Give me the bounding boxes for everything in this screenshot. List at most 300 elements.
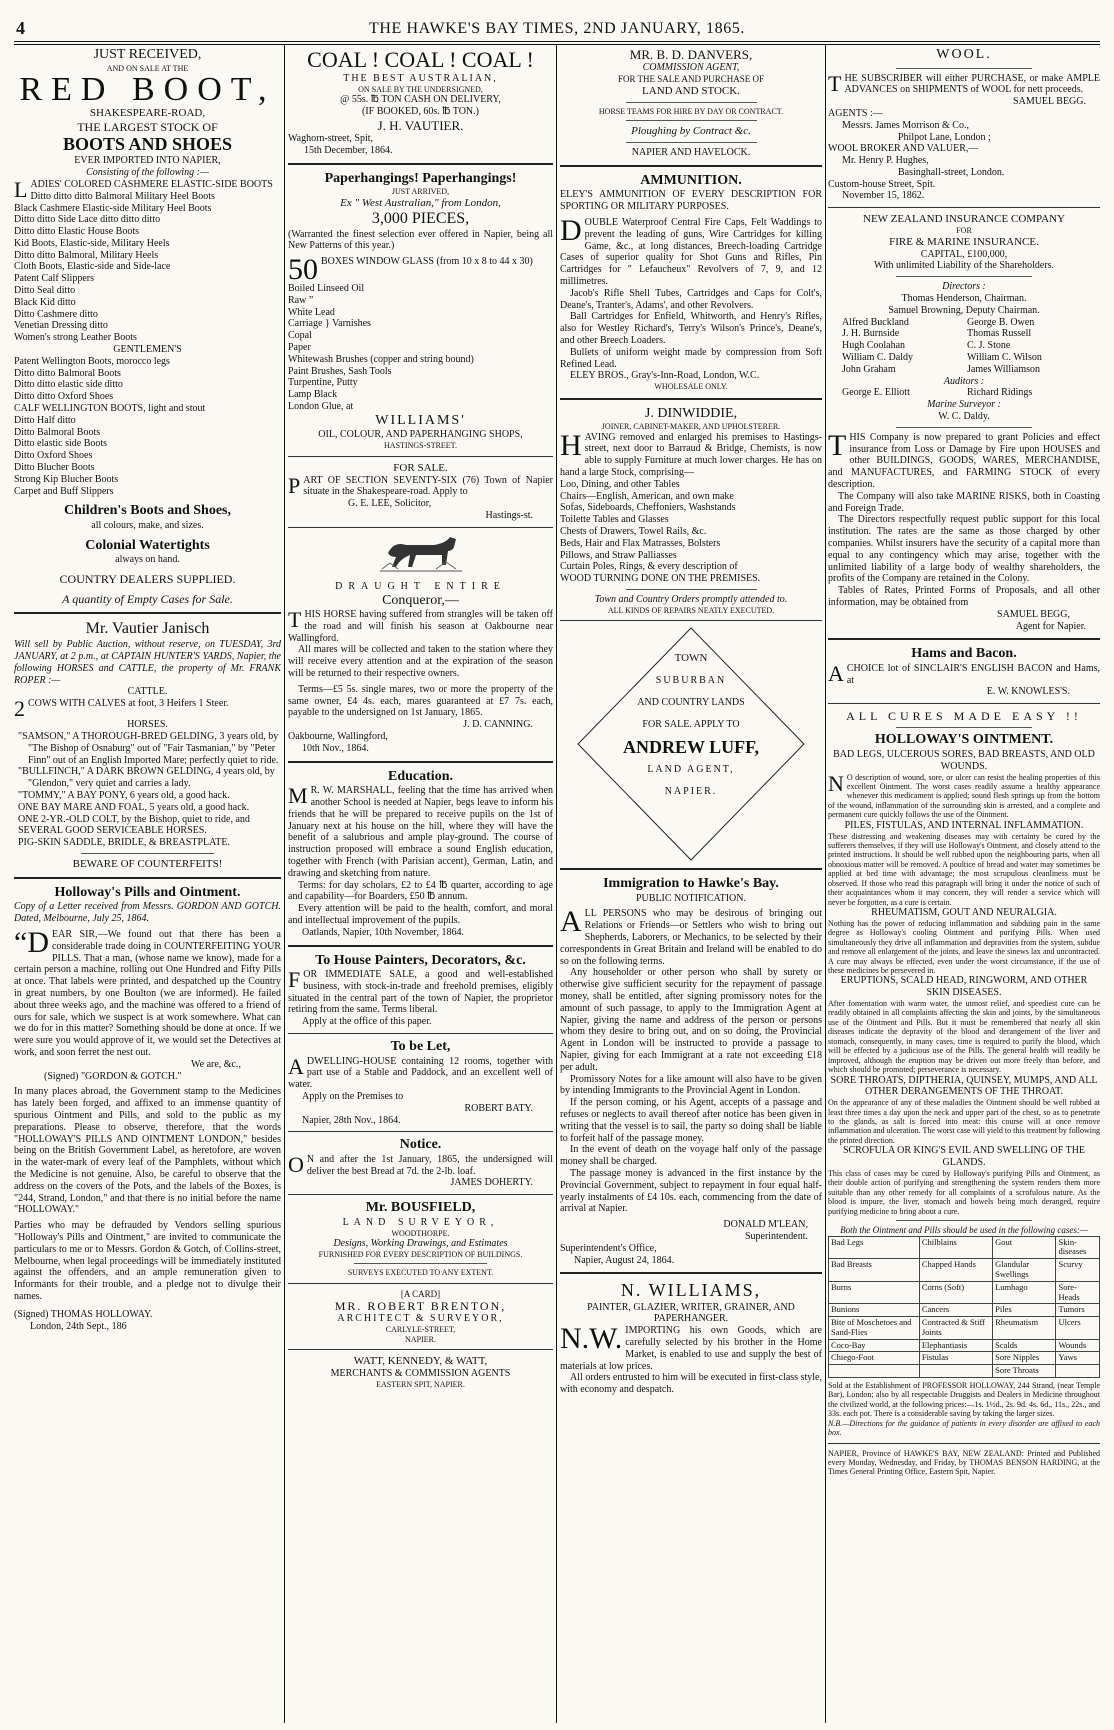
list-item: Ditto Blucher Boots <box>14 462 95 474</box>
ad-text: Tables of Rates, Printed Forms of Proposals, and all other information, may be obtained from <box>828 585 1100 608</box>
list-item: Richard Ridings <box>967 387 1033 399</box>
table-cell: Tumors <box>1056 1304 1100 1317</box>
ad-text: The Company will also take MARINE RISKS, both in Coasting and Foreign Trade. <box>828 490 1100 514</box>
printer-imprint: NAPIER, Province of HAWKE'S BAY, NEW ZEALAND: Printed and Published every Monday, Wednesday, and Friday, by THOMAS BENSON HARDING, at the Times General Printing Office, Eastern Spit, Napier. <box>828 1448 1100 1477</box>
ad-text: NAPIER AND HAVELOCK. <box>631 147 751 159</box>
list-item: Paint Brushes, Sash Tools <box>288 365 392 377</box>
ad-heading: J. DINWIDDIE, <box>644 405 738 421</box>
list-item: Boiled Linseed Oil <box>288 283 365 295</box>
ad-text: M R. W. MARSHALL, feeling that the time has arrived when another School is needed at Napier, begs leave to inform his friends that he will be prepared to receive pupils on the 1st of January next at his house on the hill, where they will have the benefit of a salubrious and ample play-ground. The course of instruction proposed will embrace a sound English education, together with French (with Parisian accent), German, Latin, and drawing and sketching from nature. <box>288 783 553 879</box>
page-header <box>14 18 1100 40</box>
ad-text: N.B.—Directions for the guidance of patients in every disorder are affixed to each box. <box>828 1418 1100 1438</box>
list-item: Ditto ditto elastic side ditto <box>14 379 123 391</box>
ad-text: WOODTHORPE. <box>391 1228 450 1238</box>
ad-heading: MR. ROBERT BRENTON, <box>334 1299 507 1314</box>
ad-heading: To be Let, <box>390 1039 451 1055</box>
list-item: PIG-SKIN SADDLE, BRIDLE, & BREASTPLATE. <box>18 837 230 849</box>
ad-text: Designs, Working Drawings, and Estimates <box>333 1237 508 1249</box>
ad-heading: NEW ZEALAND INSURANCE COMPANY <box>863 213 1065 226</box>
table-row <box>829 1304 1100 1317</box>
table-cell: Chiego-Foot <box>829 1352 920 1365</box>
ad-text: ELEY'S AMMUNITION OF EVERY DESCRIPTION FOR SPORTING OR MILITARY PURPOSES. <box>560 189 822 213</box>
signature: DONALD M'LEAN, <box>723 1219 808 1231</box>
ad-text: All orders entrusted to him will be executed in first-class style, with economy and despatch. <box>560 1372 822 1396</box>
ad-heading: Colonial Watertights <box>85 537 210 553</box>
list-item: Loo, Dining, and other Tables <box>560 478 680 490</box>
ad-text: CAPITAL, £100,000, <box>920 248 1008 260</box>
ad-text: HORSE TEAMS FOR HIRE BY DAY OR CONTRACT. <box>598 106 784 116</box>
ad-text: Hastings-st. <box>485 509 533 521</box>
list-item: Copal <box>288 330 312 342</box>
ad-subheading: AND ON SALE AT THE <box>106 63 189 73</box>
column-1 <box>14 47 281 1722</box>
section-label: PILES, FISTULAS, AND INTERNAL INFLAMMATION. <box>844 819 1084 831</box>
ad-text: Any householder or other person who shall by surety or otherwise give sufficient security for the repayment of passage money, shall be entitled, after signing promissory notes for the amount of such passage, to apply to the Immigration Agent at Napier, giving the name and address of the person or persons whom they desire to bring out, and on so doing, the Provincial Agent in London will be instructed to provide a passage to Napier, giving for each Immigrant at a rate not exceeding £18 per adult. <box>560 967 822 1073</box>
ad-text: AGENTS :— <box>828 107 883 119</box>
column-divider <box>284 45 285 1723</box>
ad-text: ON SALE BY THE UNDERSIGNED, <box>358 84 483 94</box>
ad-ammunition <box>560 173 822 392</box>
ad-text: ALL KINDS OF REPAIRS NEATLY EXECUTED. <box>607 605 775 615</box>
ad-text: THIS HORSE having suffered from strangles will be taken off the road and will finish his season at Oakbourne near Wallingford. <box>288 607 553 644</box>
table-row <box>829 1339 1100 1352</box>
signature: J. D. CANNING. <box>463 719 533 731</box>
section-label: RHEUMATISM, GOUT AND NEURALGIA. <box>871 907 1057 919</box>
ad-text: THE BEST AUSTRALIAN, <box>343 72 498 84</box>
section-label: SCROFULA OR KING'S EVIL AND SWELLING OF THE GLANDS. <box>842 1145 1086 1169</box>
header-rule-2 <box>14 44 1100 45</box>
list-item: ONE 2-YR.-OLD COLT, by the Bishop, quiet to ride, and <box>18 813 250 825</box>
table-cell: Bad Legs <box>829 1236 920 1259</box>
section-label: ERUPTIONS, SCALD HEAD, RINGWORM, AND OTHER SKIN DISEASES. <box>840 975 1088 999</box>
ad-notice-bread <box>288 1137 553 1189</box>
ad-text: These distressing and weakening diseases may with certainty be cured by the sufferers themselves, if they will use Holloway's Ointment, and closely attend to the printed instructions. It should be well rubbed upon the neighbouring parts, when all obnoxious matter will be removed. A poultice of bread and water may sometimes be applied at bed time with advantage; the most scrupulous cleanliness must be observed. If those who read this paragraph will bring it under the notice of such of their acquaintances whom it may concern, they will render a service which will never be forgotten, as a cure is certain. <box>828 831 1100 907</box>
ad-heading: ANDREW LUFF, <box>622 736 760 757</box>
ad-text: Samuel Browning, Deputy Chairman. <box>888 304 1040 316</box>
ad-to-be-let <box>288 1039 553 1126</box>
ad-dinwiddie <box>560 406 822 616</box>
column-2 <box>288 47 553 1722</box>
ad-text: HASTINGS-STREET. <box>384 441 457 451</box>
ad-text: LAND SURVEYOR, <box>342 1216 499 1228</box>
list-item: Chairs—English, American, and own make <box>560 490 734 502</box>
list-item: CALF WELLINGTON BOOTS, light and stout <box>14 403 206 415</box>
directors-list <box>828 317 1100 376</box>
ad-text: The passage money is advanced in the first instance by the Provincial Government, subject to repayment in four equal half-yearly instalments of £4 10s. each, commencing from the date of arrival at Napier. <box>560 1168 822 1215</box>
list-item: William C. Daldy <box>842 352 913 364</box>
table-cell <box>1056 1365 1100 1378</box>
section-label: CATTLE. <box>127 686 168 698</box>
ad-text: BEWARE OF COUNTERFEITS! <box>72 857 223 870</box>
section-label: GENTLEMEN'S <box>113 344 182 356</box>
shop-name: RED BOOT, <box>19 70 276 108</box>
ad-text: G. E. LEE, Solicitor, <box>348 498 432 510</box>
ad-conqueror <box>288 533 553 755</box>
ad-text: ALL CURES MADE EASY !! <box>846 709 1082 724</box>
ad-text: London, 24th Sept., 186 <box>30 1320 127 1332</box>
list-item: White Lead <box>288 306 335 318</box>
list-item: Ditto ditto Oxford Shoes <box>14 391 114 403</box>
table-cell: Lumbago <box>993 1281 1056 1304</box>
ad-text: Sold at the Establishment of PROFESSOR HOLLOWAY, 244 Strand, (near Temple Bar), London; also by all respectable Druggists and Dealers in Medicine throughout the civilized world, at the following prices:—1s. 1½d., 2s. 9d. 4s. 6d., 11s., 22s., and 33s. each pot. There is a considerable saving by taking the larger sizes. <box>828 1380 1100 1419</box>
ad-heading: HOLLOWAY'S OINTMENT. <box>874 732 1054 748</box>
table-cell: Cancers <box>919 1304 992 1317</box>
ad-heading: Holloway's Pills and Ointment. <box>54 884 241 900</box>
list-item: "BULLFINCH," A DARK BROWN GELDING, 4 years old, by "Glendon," very quiet and carries a lady. <box>18 766 275 790</box>
list-item: Ditto ditto Balmoral, Military Heels <box>14 249 159 261</box>
ad-text: ELEY BROS., Gray's-Inn-Road, London, W.C. <box>570 370 760 382</box>
list-item: Ditto Seal ditto <box>14 285 76 297</box>
ad-text: Superintendent. <box>744 1230 808 1242</box>
list-item: Ditto Oxford Shoes <box>14 450 93 462</box>
signature: SAMUEL BEGG. <box>1013 96 1086 108</box>
ad-text: MERCHANTS & COMMISSION AGENTS <box>330 1368 511 1380</box>
column-divider <box>556 45 557 1723</box>
ad-text: THE SUBSCRIBER will either PURCHASE, or make AMPLE ADVANCES on SHIPMENTS of WOOL for nett proceeds. <box>828 70 1100 96</box>
list-item: Ditto elastic side Boots <box>14 438 108 450</box>
table-cell: Bad Breasts <box>829 1259 920 1282</box>
ad-text: Oatlands, Napier, 10th November, 1864. <box>302 926 464 938</box>
list-item: Chests of Drawers, Towel Rails, &c. <box>560 525 707 537</box>
ad-heading: Mr. BOUSFIELD, <box>365 1200 476 1216</box>
ad-text: AND COUNTRY LANDS <box>637 696 745 708</box>
table-cell: Sore-Heads <box>1056 1281 1100 1304</box>
ad-heading: To House Painters, Decorators, &c. <box>315 952 526 968</box>
ailments-table <box>828 1236 1100 1378</box>
ad-text: On the appearance of any of these maladies the Ointment should be well rubbed at least three times a day upon the neck and upper part of the chest, so as to penetrate to the glands, as salt is forced into meat: this course will at once remove inflammation and ulceration. The worst case will yield to this treatment by following the printed direction. <box>828 1098 1100 1145</box>
ad-text: LAND AGENT, <box>647 763 735 775</box>
ad-text: Bullets of uniform weight made by compression from Soft Refined Lead. <box>560 346 822 370</box>
ad-heading: Notice. <box>399 1137 442 1153</box>
ad-text: Will sell by Public Auction, without reserve, on TUESDAY, 3rd JANUARY, at 2 p.m., at CAPTAIN HUNTER'S YARDS, Napier, the following HORSES and CATTLE, the property of Mr. FRANK ROPER :— <box>14 639 281 686</box>
ad-text: Copy of a Letter received from Messrs. GORDON AND GOTCH. Dated, Melbourne, July 25, 1864. <box>14 901 281 925</box>
list-item: Carriage } Varnishes <box>288 318 371 330</box>
ad-heading: Immigration to Hawke's Bay. <box>603 876 779 892</box>
ad-n-williams <box>560 1280 822 1396</box>
list-item: Ditto ditto Balmoral Boots <box>14 367 121 379</box>
list-item: Patent Calf Slippers <box>14 273 94 285</box>
table-row <box>829 1236 1100 1259</box>
ad-holloway-ointment <box>828 709 1100 1437</box>
table-cell: Sore Nipples <box>993 1352 1056 1365</box>
ad-text: W. C. Daldy. <box>938 411 990 423</box>
ad-text: Philpot Lane, London ; <box>898 131 991 143</box>
signature: (Signed) THOMAS HOLLOWAY. <box>14 1308 153 1320</box>
ad-nz-insurance <box>828 213 1100 632</box>
signature: E. W. KNOWLES'S. <box>986 686 1070 698</box>
ad-text: FIRE & MARINE INSURANCE. <box>889 235 1039 248</box>
table-cell: Glandular Swellings <box>993 1259 1056 1282</box>
list-item: Paper <box>288 342 311 354</box>
signature: SAMUEL BEGG, <box>997 608 1070 620</box>
ad-danvers <box>560 47 822 159</box>
ad-andrew-luff <box>576 626 806 862</box>
table-cell: Gout <box>993 1236 1056 1259</box>
ad-text: Oakbourne, Wallingford, <box>288 731 388 743</box>
list-item: Black Cashmere Elastic-side Military Heel Boots <box>14 202 212 214</box>
list-item: Kid Boots, Elastic-side, Military Heels <box>14 237 170 249</box>
ad-text: FOR THE SALE AND PURCHASE OF <box>617 74 765 85</box>
auditors-list <box>828 387 1100 399</box>
table-cell: Fistulas <box>919 1352 992 1365</box>
ad-vautier-auction <box>14 620 281 871</box>
section-label: Auditors : <box>943 375 985 387</box>
horse-illustration <box>376 533 466 577</box>
ad-text: DRAUGHT ENTIRE <box>335 580 506 592</box>
list-item: Sofas, Sideboards, Cheffoniers, Washstands <box>560 502 736 514</box>
ad-text: LADIES' COLORED CASHMERE ELASTIC-SIDE BOOTS <box>14 176 273 202</box>
list-item: Hugh Coolahan <box>842 340 906 352</box>
list-item: SEVERAL GOOD SERVICEABLE HORSES. <box>18 825 207 837</box>
ad-text: Apply at the office of this paper. <box>302 1016 432 1028</box>
list-item: London Glue, at <box>288 401 354 413</box>
table-cell <box>829 1365 920 1378</box>
table-cell: Bite of Moschetoes and Sand-Flies <box>829 1317 920 1340</box>
table-cell: Yaws <box>1056 1352 1100 1365</box>
ad-text: Ex " West Australian," from London, <box>340 196 501 209</box>
ad-text: JOINER, CABINET-MAKER, AND UPHOLSTERER. <box>601 422 781 432</box>
list-item: Ditto Half ditto <box>14 414 76 426</box>
ad-text: Custom-house Street, Spit. <box>828 178 936 190</box>
ad-text: Terms—£5 5s. single mares, two or more the property of the same owner, £4 4s. each, mares guaranteed at £7 7s. each, payable to the undersigned on 1st January, 1865. <box>288 683 553 719</box>
section-label: Marine Surveyor : <box>927 399 1001 411</box>
ad-text: (IF BOOKED, 60s. ℔ TON.) <box>362 105 479 117</box>
column-3 <box>560 47 822 1722</box>
list-item: William C. Wilson <box>967 352 1042 364</box>
ad-text: @ 55s. ℔ TON CASH ON DELIVERY, <box>340 94 501 106</box>
ad-wool <box>828 47 1100 202</box>
ad-text: A quantity of Empty Cases for Sale. <box>62 592 233 607</box>
ad-text: FOR SALE. APPLY TO <box>642 718 740 730</box>
list-item: Whitewash Brushes (copper and string bound) <box>288 353 474 365</box>
ad-text: ALL PERSONS who may be desirous of bringing out Relations or Friends—or Settlers who wish to bring out Shepherds, Laborers, or Mechanics, to be selected by their correspondents in Great Britain and Ireland will be enabled to do so on the following terms. <box>560 905 822 967</box>
ad-text: 2 COWS WITH CALVES at foot, 3 Heifers 1 Steer. <box>14 696 229 722</box>
list-item: Ditto Cashmere ditto <box>14 308 98 320</box>
list-item: George E. Elliott <box>842 387 910 399</box>
ad-text: After fomentation with warm water, the utmost relief, and speediest cure can be readily obtained in all complaints affecting the skin and joints, by the simultaneous use of the Ointment and Pills. But it must be remembered that nearly all skin diseases indicate the depravity of the blood and derangement of the liver and stomach, consequently, in many cases, time is required to purify the blood, which will be effected by a judicious use of the Pills. The general health will readily be improved, although the eruption may be driven out more freely than before, and which should be promoted; perseverance is necessary. <box>828 999 1100 1075</box>
ad-text: WOOL BROKER AND VALUER,— <box>828 143 979 155</box>
ad-house-painters <box>288 953 553 1029</box>
ad-text: N.W. IMPORTING his own Goods, which are carefully selected by his brother in the Home Market, is enabled to use and supply the best of materials at low prices. <box>560 1322 822 1372</box>
ad-red-boot <box>14 47 281 606</box>
ad-text: COUNTRY DEALERS SUPPLIED. <box>59 572 236 587</box>
ad-text: NAPIER. <box>405 1334 436 1344</box>
list-item: Ditto Balmoral Boots <box>14 426 101 438</box>
list-item: Strong Kip Blucher Boots <box>14 473 119 485</box>
ad-text: LAND AND STOCK. <box>642 84 740 97</box>
table-cell: Chilblains <box>919 1236 992 1259</box>
ad-text: NAPIER. <box>664 785 718 797</box>
ad-text: Napier, 28th Nov., 1864. <box>302 1114 401 1126</box>
list-item: Ditto ditto ditto Balmoral Military Heel Boots <box>30 190 215 202</box>
ad-text: JUST ARRIVED, <box>391 187 450 197</box>
ad-hams-bacon <box>828 646 1100 698</box>
ad-text: We are, &c., <box>191 1058 241 1070</box>
ad-watt-kennedy <box>288 1355 553 1389</box>
ad-text: November 15, 1862. <box>842 190 925 202</box>
ad-williams-paperhangings <box>288 171 553 451</box>
list-item: George B. Owen <box>967 316 1035 328</box>
ad-text: Every attention will be paid to the health, comfort, and moral and intellectual improvement of the pupils. <box>288 903 553 926</box>
masthead-title: THE HAWKE'S BAY TIMES, 2ND JANUARY, 1865. <box>368 20 745 37</box>
ad-text: Superintendent's Office, <box>560 1242 657 1254</box>
ad-text: 15th December, 1864. <box>304 144 393 156</box>
ad-text: Terms: for day scholars, £2 to £4 ℔ quarter, according to age and capability—for Boarders, £50 ℔ annum. <box>288 879 553 903</box>
ad-text: With unlimited Liability of the Shareholders. <box>873 260 1055 272</box>
list-item: J. H. Burnside <box>842 328 900 340</box>
list-item: Thomas Russell <box>967 328 1032 340</box>
table-cell: Scurvy <box>1056 1259 1100 1282</box>
table-cell: Ulcers <box>1056 1317 1100 1340</box>
ad-heading: COAL ! COAL ! COAL ! <box>307 47 534 72</box>
ad-text: COMMISSION AGENT, <box>642 62 740 74</box>
list-item: ONE BAY MARE AND FOAL, 5 years old, a good hack. <box>18 801 250 813</box>
ad-text: 3,000 PIECES, <box>371 209 470 227</box>
list-item: Raw ” <box>288 294 314 306</box>
table-cell: Scalds <box>993 1339 1056 1352</box>
ad-text: TOWN <box>674 652 708 665</box>
lot-list <box>14 731 281 849</box>
ad-text: DOUBLE Waterproof Central Fire Caps, Felt Waddings to prevent the leading of guns, Wire Cartridges for killing Game, &c., at long distances, Breech-loading Cartridge Cases of superior quality for Shot Guns and Rifles, Pin Cartridges for " Lefaucheux" Revolvers of 7, 9, and 12 millimetres. <box>560 214 822 287</box>
ad-text: (Warranted the finest selection ever offered in Napier, being all New Patterns of this year.) <box>288 228 553 252</box>
table-cell: Sore Throats <box>993 1365 1056 1378</box>
table-cell: Bunions <box>829 1304 920 1317</box>
ad-text: SUBURBAN <box>655 675 727 687</box>
ad-heading: BOOTS AND SHOES <box>62 134 233 155</box>
list-item: Beds, Hair and Flax Matrasses, Bolsters <box>560 537 721 549</box>
table-cell: Burns <box>829 1281 920 1304</box>
product-list <box>560 479 822 585</box>
list-item: "SAMSON," A THOROUGH-BRED GELDING, 3 years old, by "The Bishop of Osnaburg" out of "Fair Tasmanian," by "Peter Finn" out of an English Imported Mare; perfectly quiet to ride. <box>18 731 279 766</box>
list-item: Ditto ditto Side Lace ditto ditto ditto <box>14 214 161 226</box>
list-item: Turpentine, Putty <box>288 377 358 389</box>
page-number: 4 <box>16 18 25 38</box>
ad-text: Consisting of the following :— <box>86 167 209 179</box>
table-row <box>829 1352 1100 1365</box>
ad-heading: WOOL. <box>936 47 992 62</box>
list-item: John Graham <box>842 363 896 375</box>
ad-text: Nothing has the power of reducing inflammation and subduing pain in the same degree as Holloway's cooling Ointment and purifying Pills. When used simultaneously they drive all inflammation and depravities from the system, subdue and remove all enlargement of the joints, and leave the sinews lax and uncontracted. A cure may always be effected, even under the worst circumstance, if the use of these medicines be persevered in. <box>828 918 1100 975</box>
list-item: Ditto ditto Elastic House Boots <box>14 226 139 238</box>
ad-holloway-pills <box>14 885 281 1332</box>
ad-text: Ball Cartridges for Enfield, Whitworth, and Henry's Rifles, also for Westley Richard's, Terry's Wilson's Prince's, Deane's, and other Breech Loaders. <box>560 311 822 346</box>
ad-text: Napier, August 24, 1864. <box>574 1254 675 1266</box>
ad-text: “DEAR SIR,—We found out that there has been a considerable trade doing in COUNTERFEITING YOUR PILLS. That a man, (whose name we know), made for a certain person a machine, rolling out One Hundred and Fifty Pills at once. That labels were printed, and despatched up the Country in great numbers, by one Boulton (we are informed). He failed about three weeks ago, and the machine was offered to a friend of ours for sale, which we suspect is at work somewhere. What can we do for in this matter? Something should be done at once. If we were sure you would approve of it, we would set the Detectives at work, and soon ferret the nest out. <box>14 926 281 1059</box>
ad-text: The Directors respectfully request public support for this local institution. The rates are the same as those charged by other companies. Whilst insurers have the security of a capital more than equal to any contingency which may arise, together with the unlimited liability of a large body of wealthy shareholders, the profits of the Company are retained in the Colony. <box>828 514 1100 585</box>
table-cell: Contracted & Stiff Joints <box>919 1317 992 1340</box>
section-label: SORE THROATS, DIPTHERIA, QUINSEY, MUMPS, AND ALL OTHER DERANGEMENTS OF THE THROAT. <box>830 1074 1098 1098</box>
list-item: Toilette Tables and Glasses <box>560 514 669 526</box>
ad-text: EVER IMPORTED INTO NAPIER, <box>74 155 221 167</box>
ad-text: In many places abroad, the Government stamp to the Medicines has lately been forged, and affixed to an immense quantity of spurious Ointment and Pills, and sold to the public as my preparations. Please to observe, therefore, that the words "HOLLOWAY'S PILLS AND OINTMENT LONDON," besides being on the British Government Label, as heretofore, are woven in the water-mark of every leaf of the Pamphlets, without which the Medicine is not genuine. Also, be careful to observe that the address on the covers of the Pots, and the labels of the Boxes, is "244, Strand, London," and that there is no initial before the name "HOLLOWAY." <box>14 1086 281 1216</box>
ad-text: SURVEYS EXECUTED TO ANY EXTENT. <box>347 1268 494 1278</box>
ad-text: In the event of death on the voyage half only of the passage money shall be charged. <box>560 1144 822 1168</box>
table-row <box>829 1365 1100 1378</box>
ad-heading: Conqueror,— <box>382 592 459 608</box>
signature: JAMES DOHERTY. <box>450 1177 533 1189</box>
table-cell: Chapped Hands <box>919 1259 992 1282</box>
ad-text: FURNISHED FOR EVERY DESCRIPTION OF BUILDINGS. <box>318 1249 523 1259</box>
ad-brenton <box>288 1289 553 1344</box>
ad-immigration <box>560 876 822 1266</box>
ad-text: Basinghall-street, London. <box>898 166 1005 178</box>
ad-text: HAVING removed and enlarged his premises to Hastings-street, next door to Barraud & Bridge, Chemists, is now able to supply Furniture at much lower charges. He has on hand a large Stock, comprising— <box>560 428 822 478</box>
list-item: James Williamson <box>967 363 1041 375</box>
ad-text: FOR <box>956 226 972 236</box>
ad-heading: N. WILLIAMS, <box>620 1280 762 1301</box>
section-label: BAD LEGS, ULCEROUS SORES, BAD BREASTS, AND OLD WOUNDS. <box>833 748 1095 772</box>
ad-heading: Hams and Bacon. <box>911 646 1017 662</box>
ad-heading: Mr. Vautier Janisch <box>85 620 210 638</box>
ad-text: WHOLESALE ONLY. <box>654 382 728 392</box>
list-item: Patent Wellington Boots, morocco legs <box>14 355 170 367</box>
ad-text: Apply on the Premises to <box>302 1090 404 1102</box>
ad-heading: Children's Boots and Shoes, <box>63 503 231 519</box>
ad-heading: WILLIAMS' <box>375 412 466 428</box>
ad-text: 50 BOXES WINDOW GLASS (from 10 x 8 to 44 x 30) <box>288 253 533 287</box>
product-list <box>14 191 281 344</box>
list-item: "TOMMY," A BAY PONY, 6 years old, a good hack. <box>18 790 230 801</box>
table-cell: Wounds <box>1056 1339 1100 1352</box>
list-item: C. J. Stone <box>967 340 1011 352</box>
ad-text: always on hand. <box>115 554 180 566</box>
list-item: Carpet and Buff Slippers <box>14 485 114 497</box>
header-rule <box>14 41 1100 42</box>
ad-heading: Paperhangings! Paperhangings! <box>324 170 517 186</box>
ad-text: THIS Company is now prepared to grant Policies and effect insurance from Loss or Damage by Fire upon HOUSES and other BUILDINGS, GOODS, WARES, MERCHANDISE, and MANUFACTURES, and FARMING STOCK of every description. <box>828 428 1100 490</box>
ad-text: ARCHITECT & SURVEYOR, <box>337 1313 504 1325</box>
ad-text: Town and Country Orders promptly attended to. <box>594 593 788 605</box>
ad-text: all colours, make, and sizes. <box>91 519 204 531</box>
table-cell: Skin-diseases <box>1056 1236 1100 1259</box>
section-label: HORSES. <box>127 719 168 731</box>
ad-text: ACHOICE lot of SINCLAIR'S ENGLISH BACON and Hams, at <box>828 660 1100 686</box>
ad-for-sale-section <box>288 462 553 522</box>
ad-education <box>288 769 553 939</box>
ad-text: PUBLIC NOTIFICATION. <box>636 892 746 904</box>
ad-heading: WATT, KENNEDY, & WATT, <box>353 1355 488 1368</box>
list-item: Women's strong Leather Boots <box>14 332 137 344</box>
ad-text: THE LARGEST STOCK OF <box>77 119 218 134</box>
ad-text: Thomas Henderson, Chairman. <box>901 293 1027 305</box>
ad-text: EASTERN SPIT, NAPIER. <box>376 1379 465 1389</box>
list-item: Cloth Boots, Elastic-side and Side-lace <box>14 261 171 273</box>
ad-text: Messrs. James Morrison & Co., <box>842 119 969 131</box>
table-cell: Rheumatism <box>993 1317 1056 1340</box>
ad-text: All mares will be collected and taken to the station where they will receive every attention and at the expiration of the season will be returned to their respective owners. <box>288 644 553 680</box>
ad-text: Promissory Notes for a like amount will also have to be given by intending Immigrants to the Provincial Agent in London. <box>560 1073 822 1097</box>
ad-heading: JUST RECEIVED, <box>93 47 202 62</box>
ad-text: Mr. Henry P. Hughes, <box>842 155 929 167</box>
ad-heading: AMMUNITION. <box>640 172 742 188</box>
list-item: Alfred Buckland <box>842 316 909 328</box>
list-item: Curtain Poles, Rings, & every description of <box>560 561 738 573</box>
ad-text: Ploughing by Contract &c. <box>631 125 751 138</box>
list-item: Lamp Black <box>288 389 338 401</box>
list-item: Pillows, and Straw Palliasses <box>560 549 677 561</box>
ad-text: This class of cases may be cured by Holloway's purifying Pills and Ointment, as their double action of purifying and strengthening the system renders them more suitable than any other remedy for all complaints of a scrofulous nature. As the blood is impure, the liver, stomach and bowels being much deranged, require purifying medicine to bring about a cure. <box>828 1168 1100 1216</box>
ad-coal <box>288 47 553 157</box>
ad-text: PAINTER, GLAZIER, WRITER, GRAINER, AND PAPERHANGER. <box>587 1301 795 1325</box>
table-cell <box>919 1365 992 1378</box>
list-item: WOOD TURNING DONE ON THE PREMISES. <box>560 573 761 585</box>
ad-text: ADWELLING-HOUSE containing 12 rooms, together with part use of a Stable and Paddock, and an excellent well of water. <box>288 1053 553 1091</box>
list-item: Venetian Dressing ditto <box>14 320 108 332</box>
table-row <box>829 1281 1100 1304</box>
ad-text: [A CARD] <box>400 1288 441 1299</box>
ad-text: If the person coming, or his Agent, accepts of a passage and refuses or neglects to avail thereof after notice has been given in writing that the vessel is to sail, the party so doing shall be liable to forfeit half of the passage money. <box>560 1097 822 1144</box>
table-row <box>829 1259 1100 1282</box>
